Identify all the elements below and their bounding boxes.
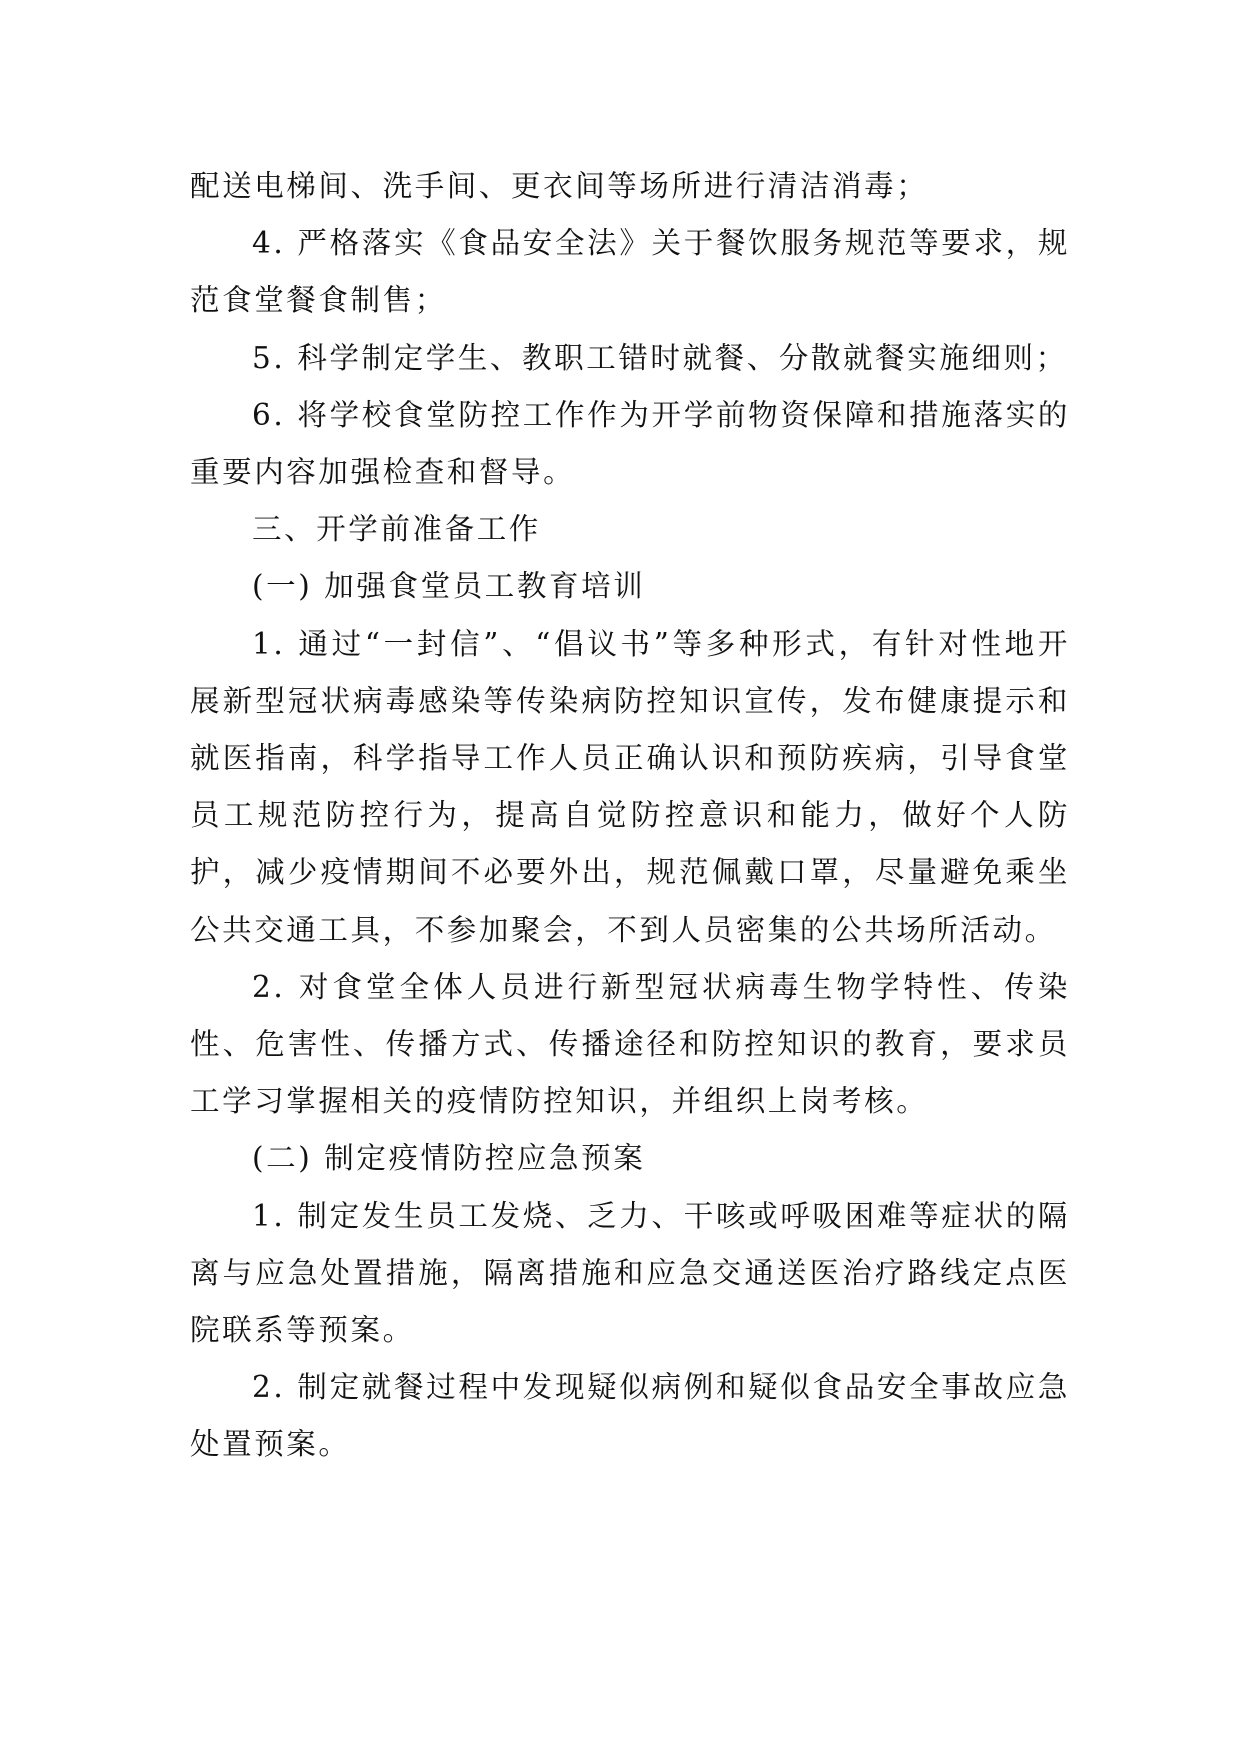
paragraph-item-5-staggered-dining: 5. 科学制定学生、教职工错时就餐、分散就餐实施细则； [252,340,1068,375]
paragraph-item-4-food-safety-law: 4. 严格落实《食品安全法》关于餐饮服务规范等要求，规范食堂餐食制售； [190,226,1070,318]
document-body [190,158,1070,1474]
paragraph-training-item-1: 1. 通过“一封信”、“倡议书”等多种形式，有针对性地开展新型冠状病毒感染等传染病防控知识宣传，发布健康提示和就医指南，科学指导工作人员正确认识和预防疾病，引导食堂员工规范防控行为，提高自觉防控意识和能力，做好个人防护，减少疫情期间不必要外出，规范佩戴口罩，尽量避免乘坐公共交通工具，不参加聚会，不到人员密集的公共场所活动。 [190,626,1070,947]
subsection-heading-staff-training: (一) 加强食堂员工教育培训 [252,569,646,604]
paragraph-emergency-item-2: 2. 制定就餐过程中发现疑似病例和疑似食品安全事故应急处置预案。 [190,1370,1070,1462]
subsection-heading-emergency-plan: (二) 制定疫情防控应急预案 [252,1141,646,1176]
paragraph-emergency-item-1: 1. 制定发生员工发烧、乏力、干咳或呼吸困难等症状的隔离与应急处置措施，隔离措施和应急交通送医治疗路线定点医院联系等预案。 [190,1198,1070,1348]
section-heading-preparation: 三、开学前准备工作 [252,512,541,547]
paragraph-item-6-inspection: 6. 将学校食堂防控工作作为开学前物资保障和措施落实的重要内容加强检查和督导。 [190,397,1070,490]
paragraph-cleaning-disinfection: 配送电梯间、洗手间、更衣间等场所进行清洁消毒； [190,169,929,203]
paragraph-training-item-2: 2. 对食堂全体人员进行新型冠状病毒生物学特性、传染性、危害性、传播方式、传播途径和防控知识的教育，要求员工学习掌握相关的疫情防控知识，并组织上岗考核。 [190,969,1070,1119]
